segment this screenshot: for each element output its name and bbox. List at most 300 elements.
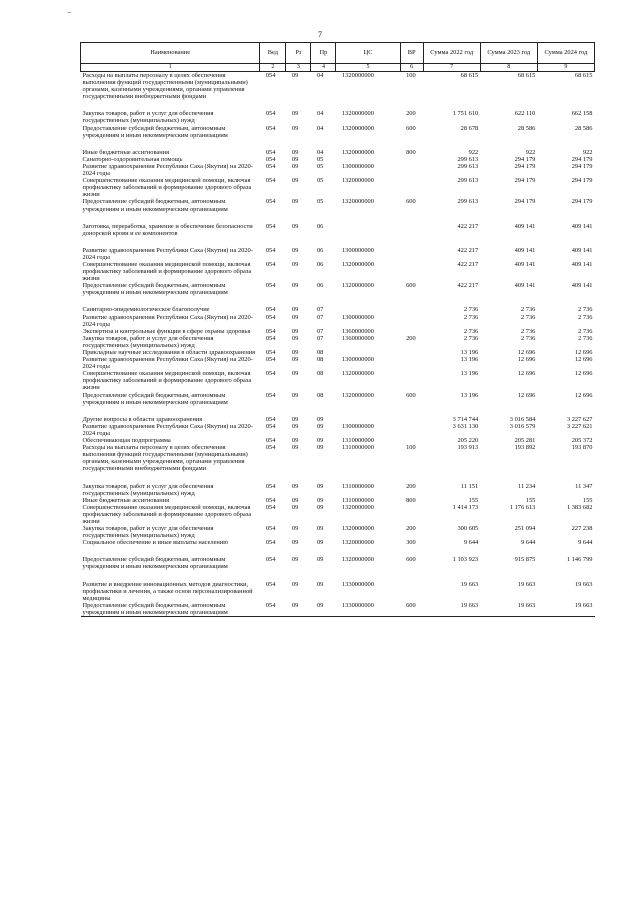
cell-cs: 1300000000 <box>341 422 374 430</box>
table-row <box>81 504 595 525</box>
cell-vr: 600 <box>400 602 423 617</box>
cell-vr: 100 <box>406 72 416 79</box>
cell-sum-2023 <box>480 473 537 483</box>
cell-name: Другие вопросы в области здравоохранения <box>82 415 203 423</box>
cell-sum-2023 <box>480 100 537 110</box>
cell-sum-2022 <box>423 546 480 556</box>
cell-ved: 054 <box>265 580 276 588</box>
cell-vr <box>400 177 423 198</box>
table-row <box>81 525 595 539</box>
cell-cs: 1320000000 <box>341 72 374 79</box>
cell-sum-2023 <box>480 546 537 556</box>
cell-ved <box>260 213 286 223</box>
cell-rz <box>286 296 311 306</box>
cell-rz: 09 <box>291 155 299 163</box>
table-body <box>81 72 595 617</box>
cell-vr <box>400 349 423 356</box>
cell-sum-2022: 11 151 <box>460 482 479 490</box>
cell-rz: 09 <box>291 177 299 185</box>
table-row <box>81 539 595 546</box>
cell-ved: 054 <box>265 72 276 79</box>
cell-sum-2023: 12 696 <box>517 370 536 378</box>
cell-rz: 09 <box>291 539 299 547</box>
cell-cs: 1320000000 <box>341 525 374 533</box>
cell-name: Предоставление субсидий бюджетным, автономным учреждениям и иным некоммерческим организациям <box>82 124 228 139</box>
cell-ved: 054 <box>265 556 276 564</box>
cell-rz: 09 <box>291 525 299 533</box>
table-row <box>81 556 595 570</box>
cell-vr <box>400 416 423 423</box>
cell-sum-2023 <box>480 296 537 306</box>
cell-pr: 09 <box>316 556 324 564</box>
cell-pr: 05 <box>316 198 324 206</box>
cell-rz <box>286 100 311 110</box>
cell-sum-2022: 3 714 744 <box>452 415 479 423</box>
cell-ved: 054 <box>265 503 276 511</box>
cell-vr: 200 <box>406 482 416 490</box>
cell-cs <box>336 156 400 163</box>
cell-sum-2022: 13 196 <box>460 370 479 378</box>
cell-name <box>81 473 260 483</box>
cell-vr <box>400 223 423 237</box>
cell-sum-2024 <box>537 237 594 247</box>
cell-cs: 1320000000 <box>341 391 374 399</box>
header-rz: Рз <box>286 43 311 64</box>
cell-name <box>81 100 260 110</box>
cell-pr: 04 <box>316 124 324 132</box>
cell-rz: 09 <box>291 148 299 156</box>
cell-cs <box>336 139 400 149</box>
cell-rz: 09 <box>291 503 299 511</box>
cell-sum-2022: 193 913 <box>457 444 479 452</box>
cell-sum-2023: 409 141 <box>514 222 536 230</box>
table-row <box>81 497 595 504</box>
cell-name: Прикладные научные исследования в области здравоохранения <box>82 349 256 356</box>
cell-vr <box>400 504 423 525</box>
cell-vr <box>400 213 423 223</box>
cell-rz: 09 <box>291 437 299 445</box>
cell-sum-2024: 28 586 <box>574 124 593 132</box>
cell-sum-2023: 28 586 <box>517 124 536 132</box>
cell-sum-2024: 9 644 <box>578 539 593 547</box>
cell-sum-2023: 3 016 584 <box>509 415 536 423</box>
cell-vr: 100 <box>406 444 416 452</box>
table-row <box>81 356 595 370</box>
cell-name <box>81 406 260 416</box>
cell-ved: 054 <box>265 198 276 206</box>
cell-sum-2024: 294 179 <box>571 162 593 170</box>
cell-vr <box>400 306 423 313</box>
cell-name: Развитие здравоохранения Республики Саха (Якутия) на 2020-2024 годы <box>82 313 253 328</box>
cell-vr <box>400 423 423 437</box>
cell-vr <box>400 581 423 602</box>
cell-pr: 09 <box>316 580 324 588</box>
cell-sum-2022: 28 678 <box>460 124 479 132</box>
cell-rz <box>286 571 311 581</box>
table-row <box>81 149 595 156</box>
cell-sum-2022: 68 615 <box>460 72 479 79</box>
cell-ved: 054 <box>265 496 276 504</box>
cell-vr <box>400 139 423 149</box>
table-row <box>81 335 595 349</box>
cell-sum-2023: 294 179 <box>514 162 536 170</box>
cell-vr <box>400 406 423 416</box>
cell-cs: 1310000000 <box>341 482 374 490</box>
header-sum-2023: Сумма 2023 год <box>480 43 537 64</box>
cell-sum-2023: 155 <box>525 496 536 504</box>
cell-sum-2022: 19 663 <box>460 580 479 588</box>
cell-sum-2023: 251 094 <box>514 525 536 533</box>
cell-sum-2024: 409 141 <box>571 246 593 254</box>
cell-rz <box>286 546 311 556</box>
cell-sum-2024: 2 736 <box>578 327 593 335</box>
scan-mark <box>68 12 71 13</box>
cell-sum-2023: 12 696 <box>517 349 536 356</box>
spacer-row <box>81 571 595 581</box>
cell-name: Предоставление субсидий бюджетным, автономным учреждениям и иным некоммерческим организациям <box>82 282 228 297</box>
cell-rz <box>286 139 311 149</box>
cell-cs: 1300000000 <box>341 246 374 254</box>
cell-vr <box>400 370 423 391</box>
cell-sum-2022 <box>423 473 480 483</box>
cell-ved: 054 <box>265 334 276 342</box>
cell-cs <box>336 571 400 581</box>
cell-sum-2023: 9 644 <box>520 539 536 547</box>
table-row <box>81 198 595 212</box>
cell-cs <box>336 306 400 313</box>
cell-cs: 1310000000 <box>341 437 374 445</box>
cell-pr <box>311 406 336 416</box>
cell-sum-2024: 68 615 <box>574 72 593 79</box>
cell-sum-2023: 2 736 <box>520 306 536 314</box>
table-row <box>81 581 595 602</box>
cell-sum-2024 <box>537 296 594 306</box>
cell-vr: 200 <box>406 334 416 342</box>
cell-name: Иные бюджетные ассигнования <box>82 148 170 156</box>
cell-sum-2024: 1 383 682 <box>566 503 593 511</box>
cell-sum-2022 <box>423 571 480 581</box>
table-row <box>81 72 595 101</box>
cell-name: Санаторно-оздоровительная помощь <box>82 155 183 163</box>
spacer-row <box>81 213 595 223</box>
table-row <box>81 163 595 177</box>
cell-sum-2023: 294 179 <box>514 177 536 185</box>
table-row <box>81 370 595 391</box>
cell-cs: 1320000000 <box>341 260 374 268</box>
cell-name: Предоставление субсидий бюджетным, автономным учреждениям и иным некоммерческим организациям <box>82 391 228 406</box>
table-row <box>81 416 595 423</box>
cell-pr: 08 <box>316 349 324 356</box>
cell-ved: 054 <box>265 437 276 445</box>
page-number: 7 <box>318 30 322 39</box>
cell-cs: 1320000000 <box>341 282 374 290</box>
cell-ved: 054 <box>260 602 286 617</box>
cell-sum-2023: 12 696 <box>517 356 536 364</box>
cell-cs: 1300000000 <box>341 162 374 170</box>
cell-cs <box>336 406 400 416</box>
cell-sum-2022: 300 605 <box>457 525 479 533</box>
cell-sum-2024: 11 347 <box>575 482 593 490</box>
spacer-row <box>81 237 595 247</box>
cell-name: Развитие здравоохранения Республики Саха (Якутия) на 2020-2024 годы <box>82 162 253 178</box>
cell-cs: 1300000000 <box>341 313 374 321</box>
cell-vr <box>400 314 423 328</box>
cell-ved: 054 <box>265 313 276 321</box>
cell-cs: 1320000000 <box>341 539 374 547</box>
cell-sum-2024 <box>537 546 594 556</box>
cell-pr: 06 <box>316 282 324 290</box>
cell-sum-2023: 622 110 <box>514 110 536 118</box>
cell-ved: 054 <box>265 124 276 132</box>
cell-rz: 09 <box>291 415 299 423</box>
cell-vr <box>400 437 423 444</box>
cell-sum-2022: 1 414 173 <box>452 503 479 511</box>
cell-ved: 054 <box>265 370 276 378</box>
cell-sum-2024: 205 372 <box>571 437 593 445</box>
cell-sum-2022: 422 217 <box>457 246 479 254</box>
cell-rz: 09 <box>291 556 299 564</box>
cell-name: Санитарно-эпидемиологическое благополучие <box>82 306 210 314</box>
cell-sum-2023 <box>480 139 537 149</box>
cell-cs <box>336 100 400 110</box>
cell-cs <box>336 237 400 247</box>
cell-name: Развитие и внедрение инновационных методов диагностики, профилактики и лечения, а также основ персонализированной медицины <box>82 580 253 602</box>
cell-sum-2024 <box>537 406 594 416</box>
cell-vr: 300 <box>406 539 416 547</box>
cell-ved <box>260 139 286 149</box>
cell-ved: 054 <box>265 415 276 423</box>
cell-rz: 09 <box>291 72 299 79</box>
cell-cs: 1320000000 <box>341 110 374 118</box>
cell-name: Обеспечивающая подпрограмма <box>82 437 171 445</box>
cell-cs: 1330000000 <box>336 602 400 617</box>
cell-ved: 054 <box>265 110 276 118</box>
cell-sum-2023 <box>480 213 537 223</box>
table-row <box>81 223 595 237</box>
table-row <box>81 437 595 444</box>
cell-pr <box>311 296 336 306</box>
cell-cs <box>336 223 400 237</box>
cell-vr: 800 <box>406 148 416 156</box>
cell-sum-2023: 915 875 <box>514 556 536 564</box>
cell-sum-2022: 299 613 <box>457 198 479 206</box>
cell-ved: 054 <box>265 282 276 290</box>
cell-sum-2022: 3 631 130 <box>452 422 479 430</box>
cell-sum-2024: 193 870 <box>571 444 593 452</box>
table-row <box>81 261 595 282</box>
spacer-row <box>81 296 595 306</box>
cell-rz: 09 <box>291 327 299 335</box>
cell-sum-2024: 409 141 <box>571 222 593 230</box>
cell-cs: 1330000000 <box>341 580 374 588</box>
cell-rz <box>286 213 311 223</box>
cell-pr: 09 <box>316 422 324 430</box>
cell-ved: 054 <box>265 306 276 314</box>
cell-cs <box>336 473 400 483</box>
cell-pr: 09 <box>311 602 336 617</box>
cell-name: Закупка товаров, работ и услуг для обеспечения государственных (муниципальных) нужд <box>82 525 214 540</box>
header-sum-2024: Сумма 2024 год <box>537 43 594 64</box>
cell-vr: 600 <box>406 391 416 399</box>
cell-sum-2022: 2 736 <box>463 334 479 342</box>
header-vr: ВР <box>400 43 423 64</box>
cell-sum-2022: 9 644 <box>463 539 479 547</box>
cell-pr <box>311 546 336 556</box>
cell-name: Совершенствование оказания медицинской помощи, включая профилактику заболеваний и формирование здорового образа жизни <box>82 260 252 283</box>
cell-sum-2024: 12 696 <box>574 349 593 356</box>
cell-ved: 054 <box>265 155 276 163</box>
cell-ved: 054 <box>265 482 276 490</box>
cell-sum-2023: 68 615 <box>517 72 536 79</box>
cell-rz: 09 <box>291 422 299 430</box>
cell-rz: 09 <box>291 282 299 290</box>
cell-ved <box>260 296 286 306</box>
cell-ved: 054 <box>265 327 276 335</box>
cell-pr <box>311 473 336 483</box>
cell-sum-2024: 19 663 <box>537 602 594 617</box>
cell-ved: 054 <box>265 162 276 170</box>
cell-rz <box>286 237 311 247</box>
cell-ved: 054 <box>265 148 276 156</box>
cell-vr <box>400 156 423 163</box>
table-row <box>81 602 595 617</box>
cell-name: Развитие здравоохранения Республики Саха (Якутия) на 2020-2024 годы <box>82 422 253 437</box>
cell-cs <box>336 296 400 306</box>
cell-sum-2023: 922 <box>525 148 536 156</box>
cell-rz: 09 <box>291 313 299 321</box>
cell-rz: 09 <box>291 444 299 452</box>
cell-name: Совершенствование оказания медицинской помощи, включая профилактику заболеваний и формирование здорового образа жизни <box>82 177 252 199</box>
cell-pr: 09 <box>316 525 324 533</box>
cell-vr <box>400 100 423 110</box>
cell-pr <box>311 100 336 110</box>
table-row <box>81 125 595 139</box>
cell-pr: 04 <box>316 148 324 156</box>
cell-sum-2024: 2 736 <box>578 313 593 321</box>
table-row <box>81 483 595 497</box>
spacer-row <box>81 406 595 416</box>
cell-sum-2024: 3 227 627 <box>566 415 593 423</box>
cell-name: Иные бюджетные ассигнования <box>82 496 170 504</box>
cell-sum-2022: 2 736 <box>463 313 479 321</box>
cell-pr: 07 <box>316 313 324 321</box>
cell-pr: 08 <box>316 391 324 399</box>
cell-sum-2022: 422 217 <box>457 222 479 230</box>
cell-sum-2022 <box>423 139 480 149</box>
cell-sum-2022: 422 217 <box>457 260 479 268</box>
cell-ved: 054 <box>265 525 276 533</box>
cell-sum-2023: 409 141 <box>514 282 536 290</box>
cell-sum-2023: 12 696 <box>517 391 536 399</box>
table-row <box>81 444 595 472</box>
cell-vr <box>400 163 423 177</box>
cell-sum-2024: 662 158 <box>571 110 593 118</box>
spacer-row <box>81 473 595 483</box>
cell-cs: 1310000000 <box>341 496 374 504</box>
cell-pr: 09 <box>316 539 324 547</box>
cell-cs: 1320000000 <box>341 503 374 511</box>
cell-ved: 054 <box>265 539 276 547</box>
cell-pr: 09 <box>316 437 324 445</box>
table-row <box>81 177 595 198</box>
cell-cs: 1320000000 <box>341 198 374 206</box>
cell-sum-2024: 294 179 <box>571 198 593 206</box>
cell-sum-2022: 1 751 610 <box>452 110 479 118</box>
cell-rz: 09 <box>291 580 299 588</box>
cell-sum-2024: 294 179 <box>571 177 593 185</box>
cell-rz: 09 <box>291 334 299 342</box>
cell-vr <box>400 328 423 335</box>
cell-sum-2024: 3 227 621 <box>566 422 593 430</box>
cell-vr <box>400 473 423 483</box>
cell-sum-2024: 19 663 <box>574 580 593 588</box>
cell-sum-2023 <box>480 406 537 416</box>
cell-vr: 600 <box>406 282 416 290</box>
cell-ved: 054 <box>265 444 276 452</box>
cell-pr: 07 <box>316 306 324 314</box>
cell-sum-2024: 227 238 <box>571 525 593 533</box>
cell-sum-2023: 11 234 <box>518 482 536 490</box>
cell-cs <box>336 416 400 423</box>
header-sum-2022: Сумма 2022 год <box>423 43 480 64</box>
cell-name: Развитие здравоохранения Республики Саха (Якутия) на 2020-2024 годы <box>82 246 253 261</box>
cell-name: Предоставление субсидий бюджетным, автономным учреждениям и иным некоммерческим организациям <box>82 556 228 571</box>
cell-ved <box>260 473 286 483</box>
table-row <box>81 110 595 124</box>
cell-sum-2023: 19 663 <box>517 580 536 588</box>
cell-sum-2022: 1 103 923 <box>452 556 479 564</box>
cell-sum-2023: 2 736 <box>520 334 536 342</box>
cell-vr: 600 <box>406 124 416 132</box>
cell-sum-2024: 2 736 <box>578 306 593 314</box>
cell-pr: 05 <box>316 177 324 185</box>
cell-ved: 054 <box>265 349 276 356</box>
cell-ved: 054 <box>265 422 276 430</box>
cell-sum-2024 <box>537 100 594 110</box>
cell-cs: 1300000000 <box>341 356 374 364</box>
cell-pr <box>311 571 336 581</box>
cell-name: Предоставление субсидий бюджетным, автономным учреждениям и иным некоммерческим организациям <box>81 602 260 617</box>
spacer-row <box>81 546 595 556</box>
cell-sum-2022: 205 220 <box>457 437 479 445</box>
cell-ved: 054 <box>265 391 276 399</box>
cell-vr <box>400 261 423 282</box>
cell-pr: 05 <box>316 162 324 170</box>
cell-cs <box>336 349 400 356</box>
cell-name <box>81 571 260 581</box>
cell-vr <box>400 546 423 556</box>
cell-vr: 600 <box>406 198 416 206</box>
table-row <box>81 328 595 335</box>
table-row <box>81 306 595 313</box>
cell-vr <box>400 247 423 261</box>
cell-sum-2023: 205 281 <box>514 437 536 445</box>
cell-pr: 04 <box>316 110 324 118</box>
cell-pr: 09 <box>316 503 324 511</box>
cell-sum-2023: 19 663 <box>480 602 537 617</box>
cell-ved <box>260 237 286 247</box>
cell-sum-2024: 12 696 <box>574 370 593 378</box>
cell-sum-2024 <box>537 213 594 223</box>
cell-sum-2024: 12 696 <box>574 391 593 399</box>
cell-sum-2024: 294 179 <box>571 155 593 163</box>
cell-pr: 08 <box>316 356 324 364</box>
cell-name: Предоставление субсидий бюджетным, автономным учреждениям и иным некоммерческим организациям <box>82 198 228 213</box>
cell-ved: 054 <box>265 177 276 185</box>
cell-ved: 054 <box>265 260 276 268</box>
cell-sum-2023: 3 016 579 <box>509 422 536 430</box>
table-row <box>81 156 595 163</box>
